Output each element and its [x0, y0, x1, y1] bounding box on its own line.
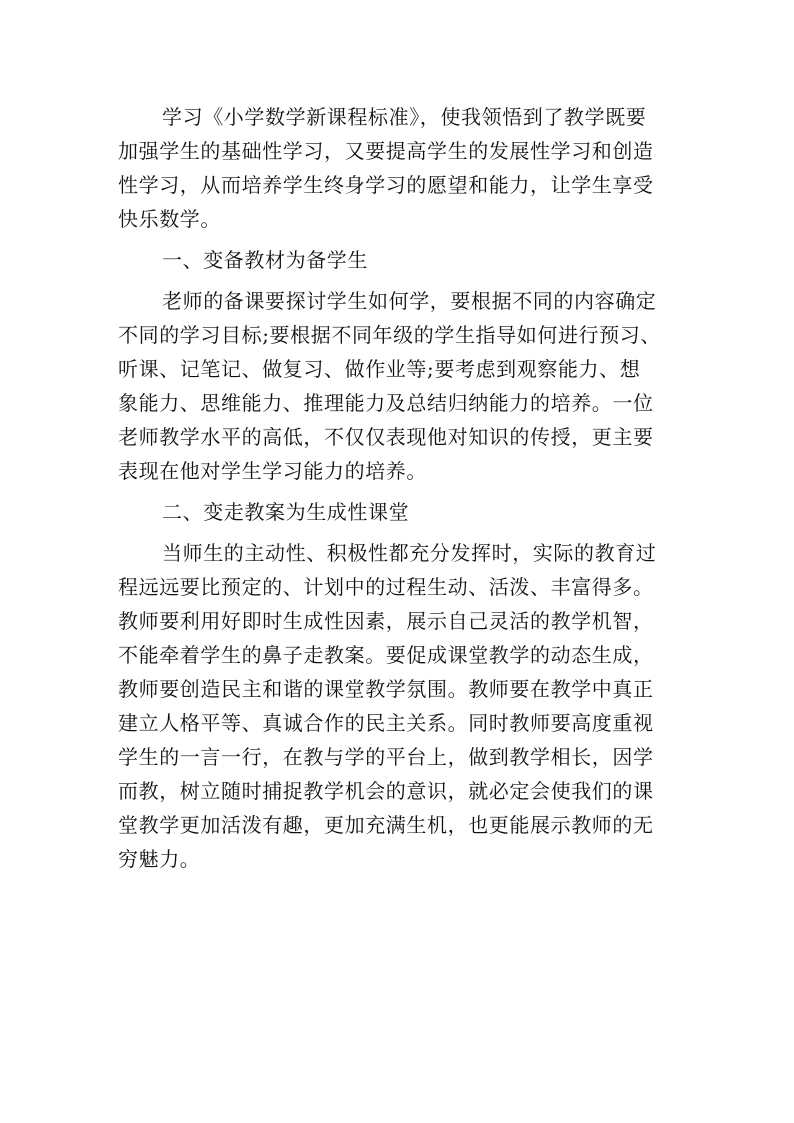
section-heading-2 [118, 495, 698, 529]
paragraph-line: 学习《小学数学新课程标准》，使我领悟到了教学既要 [162, 105, 647, 129]
section-heading: 二、变走教案为生成性课堂 [162, 500, 410, 524]
paragraph-line: 性学习，从而培养学生终身学习的愿望和能力，让学生享受 [118, 173, 654, 197]
intro-paragraph [118, 100, 698, 236]
section-heading-1 [118, 243, 698, 277]
paragraph-line: 表现在他对学生学习能力的培养。 [118, 459, 427, 483]
paragraph-line: 老师的备课要探讨学生如何学，要根据不同的内容确定 [162, 289, 657, 313]
paragraph-line: 教师要利用好即时生成性因素，展示自己灵活的教学机智， [118, 609, 654, 633]
paragraph-line: 不同的学习目标;要根据不同年级的学生指导如何进行预习、 [118, 323, 661, 347]
paragraph-line: 当师生的主动性、积极性都充分发挥时，实际的教育过 [162, 541, 657, 565]
paragraph-line: 程远远要比预定的、计划中的过程生动、活泼、丰富得多。 [118, 575, 654, 599]
paragraph-line: 快乐数学。 [118, 207, 221, 231]
document-body [118, 100, 698, 876]
paragraph-line: 象能力、思维能力、推理能力及总结归纳能力的培养。一位 [118, 391, 654, 415]
paragraph-line: 不能牵着学生的鼻子走教案。要促成课堂教学的动态生成， [118, 643, 654, 667]
paragraph-line: 老师教学水平的高低，不仅仅表现他对知识的传授，更主要 [118, 425, 654, 449]
section-heading: 一、变备教材为备学生 [162, 248, 368, 272]
paragraph-line: 听课、记笔记、做复习、做作业等;要考虑到观察能力、想 [118, 357, 641, 381]
paragraph-line: 穷魅力。 [118, 847, 201, 871]
section-2-paragraph [118, 536, 698, 876]
paragraph-line: 加强学生的基础性学习，又要提高学生的发展性学习和创造 [118, 139, 654, 163]
paragraph-line: 而教，树立随时捕捉教学机会的意识，就必定会使我们的课 [118, 779, 654, 803]
paragraph-line: 建立人格平等、真诚合作的民主关系。同时教师要高度重视 [118, 711, 654, 735]
section-1-paragraph [118, 284, 698, 488]
paragraph-line: 学生的一言一行，在教与学的平台上，做到教学相长，因学 [118, 745, 654, 769]
paragraph-line: 堂教学更加活泼有趣，更加充满生机，也更能展示教师的无 [118, 813, 654, 837]
paragraph-line: 教师要创造民主和谐的课堂教学氛围。教师要在教学中真正 [118, 677, 654, 701]
